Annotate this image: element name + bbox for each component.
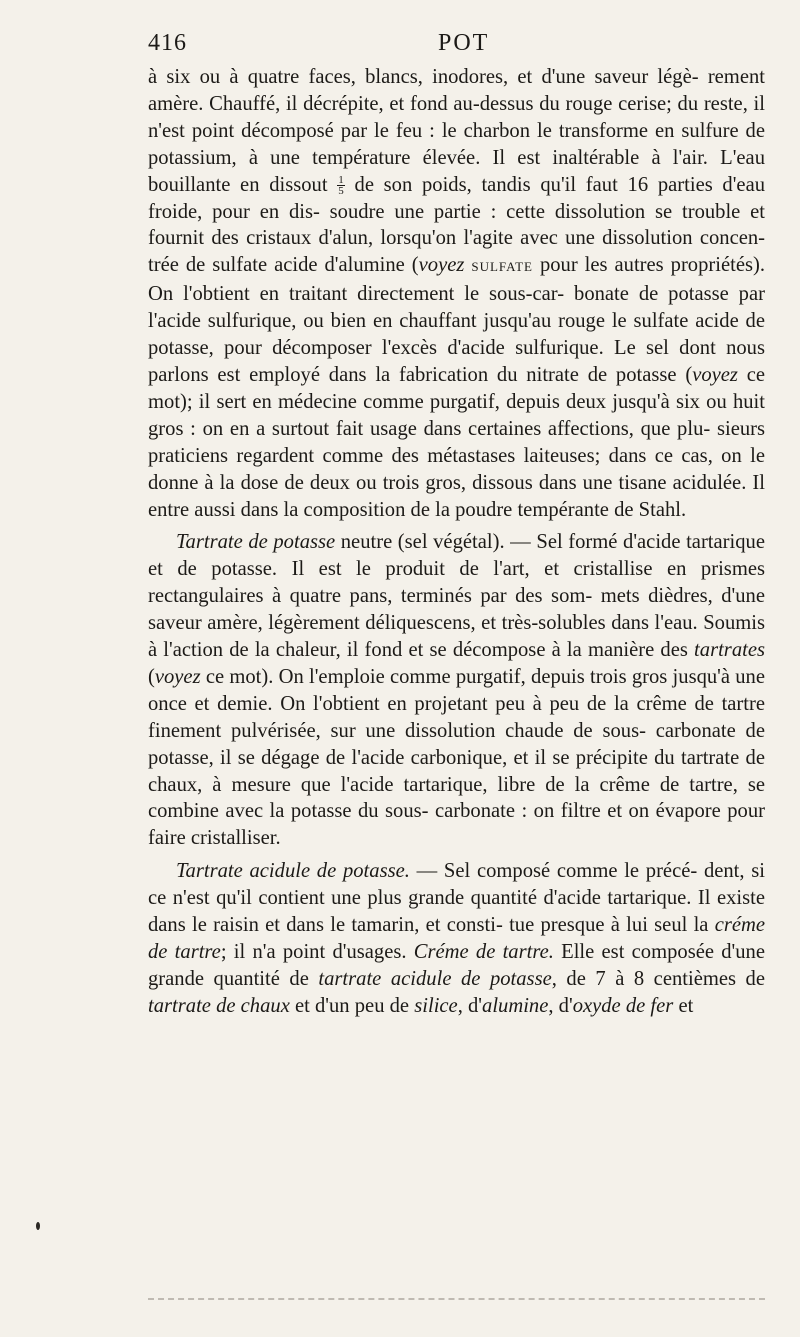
text-line: libre de la crême de tartre, se combine avec la potasse du sous- (148, 773, 765, 823)
entry-title: Tartrate acidule de potasse. (176, 860, 410, 883)
text-line: tue presque à lui seul la (509, 914, 715, 937)
text-line: carbonate de potasse, il se dégage de l'acide carbonique, et il se (148, 719, 765, 769)
entry-title: Tartrate de potasse (176, 531, 336, 554)
text-line: mets dièdres, d'une saveur amère, légèrement déliquescens, et (148, 585, 765, 635)
text-line: et d'un peu de (289, 994, 415, 1017)
text-line: dans la fabrication du nitrate de potasse ( (328, 363, 693, 386)
text-line: on en a surtout fait usage dans certaines affections, que plu- (202, 417, 711, 440)
text-line: poudre tempérante de Stahl. (455, 498, 687, 521)
text-line: cerise; du reste, il n'est point décomposé par le feu : le charbon (148, 92, 765, 142)
text-line: ce mot); il sert en (148, 363, 765, 413)
text-line: l'emploie comme purgatif, depuis trois gros jusqu'à une once (148, 665, 765, 715)
text-line: propriétés). On l'obtient en traitant directement le sous-car- (148, 254, 766, 306)
text-line: ce mot). On (200, 665, 304, 688)
italic-alumine: alumine (482, 994, 549, 1017)
text-line: précipite du tartrate de chaux, à mesure que l'acide tartarique, (148, 746, 765, 796)
text-line: et demie. On l'obtient en projetant peu à peu de la crême de (194, 692, 714, 715)
italic-tartrate-de: tartrate de (148, 994, 236, 1017)
paragraph-tartrate-de-potasse (148, 529, 765, 852)
text-line: bonate de potasse par l'acide sulfurique, ou bien en chauffant (148, 283, 765, 333)
text-line: médecine comme purgatif, depuis deux jusqu'à six ou huit gros : (148, 390, 765, 440)
italic-oxyde-de-fer: oxyde de fer (572, 994, 674, 1017)
italic-tartrate-acidule: tartrate acidule de potasse (318, 967, 552, 990)
text-line: poids, tandis qu'il faut 16 parties d'eau froide, pour en dis- (148, 173, 766, 223)
text-line: Elle est composée d'une grande quantité de (148, 941, 765, 990)
text-line: ce cas, on le donne à la dose de deux ou trois gros, dissous (148, 444, 765, 494)
text-line: pour les autres (533, 254, 664, 277)
text-fragment: ( (148, 665, 155, 688)
italic-voyez: voyez (418, 254, 465, 277)
text-line: Il est inaltérable à l'air. L'eau bouillante en dissout (148, 146, 765, 196)
italic-creme-de-tartre: Créme de tartre. (413, 941, 554, 963)
page-number: 416 (148, 30, 187, 56)
body-text (148, 64, 765, 1020)
text-line: neutre (sel végétal). — Sel formé d'acide (335, 531, 681, 554)
text-line: très-solubles dans l'eau. Soumis à l'action de la chaleur, il fond (148, 612, 766, 662)
ink-speck (36, 1222, 40, 1230)
text-line: rement amère. Chauffé, il décrépite, et fond au-dessus du rouge (148, 66, 765, 115)
text-line: trée de sulfate acide d'alumine ( (148, 254, 419, 277)
paragraph-potassium-sulfate-continued (148, 64, 765, 523)
text-line: , de 7 à 8 centièmes de (551, 967, 765, 990)
text-fragment: et (673, 994, 694, 1017)
italic-tartrates: tartrates (694, 639, 765, 662)
fraction: $\frac{1}{5}$ (338, 174, 344, 198)
small-caps-sulfate: SULFATE (471, 259, 533, 275)
text-line: carbonate : on filtre et on évapore pour faire cristalliser. (148, 800, 765, 850)
bottom-rule (148, 1298, 765, 1300)
text-line: soudre une partie : cette dissolution se trouble et fournit des (148, 200, 765, 250)
italic-creme-de-tartre: créme de tartre (148, 914, 766, 963)
text-line: l'excès d'acide sulfurique. Le sel dont nous parlons est employé (148, 337, 765, 386)
text-line: tartre finement pulvérisée, sur une dissolution chaude de sous- (148, 692, 766, 742)
text-line: — Sel composé comme le précé- (409, 860, 698, 883)
text-line: en prismes rectangulaires à quatre pans, terminés par des som- (148, 558, 765, 608)
text-line: sieurs praticiens regardent comme des métastases laiteuses; dans (148, 417, 765, 467)
text-fragment: , d' (457, 994, 483, 1017)
italic-voyez: voyez (692, 363, 738, 386)
text-line: de son (354, 173, 413, 196)
text-line: jusqu'au rouge le sulfate acide de potasse, pour décomposer (148, 310, 765, 360)
text-line: tartarique et de potasse. Il est le produit de l'art, et cristallise (148, 531, 765, 581)
text-line: dans une tisane acidulée. Il entre aussi dans la composition de la (148, 471, 766, 521)
text-line: tartarique. Il existe dans le raisin et dans le tamarin, et consti- (148, 887, 765, 937)
page-header (148, 30, 752, 56)
italic-voyez: voyez (154, 665, 201, 688)
text-line: dent, si ce n'est qu'il contient une plus grande quantité d'acide (148, 860, 765, 910)
paragraph-tartrate-acidule (148, 858, 765, 1019)
text-line: ; il n'a point d'usages. (220, 941, 407, 963)
text-line: et se décompose à la manière des (408, 639, 695, 662)
text-line: le transforme en sulfure de potassium, à une température élevée. (148, 119, 765, 169)
italic-chaux: chaux (240, 994, 290, 1017)
running-head: POT (438, 30, 490, 56)
italic-silice: silice (414, 994, 458, 1017)
text-line: cristaux d'alun, lorsqu'on l'agite avec une dissolution concen- (246, 227, 766, 250)
text-line: à six ou à quatre faces, blancs, inodores, et d'une saveur légè- (148, 66, 699, 88)
text-fragment: , d' (548, 994, 573, 1017)
